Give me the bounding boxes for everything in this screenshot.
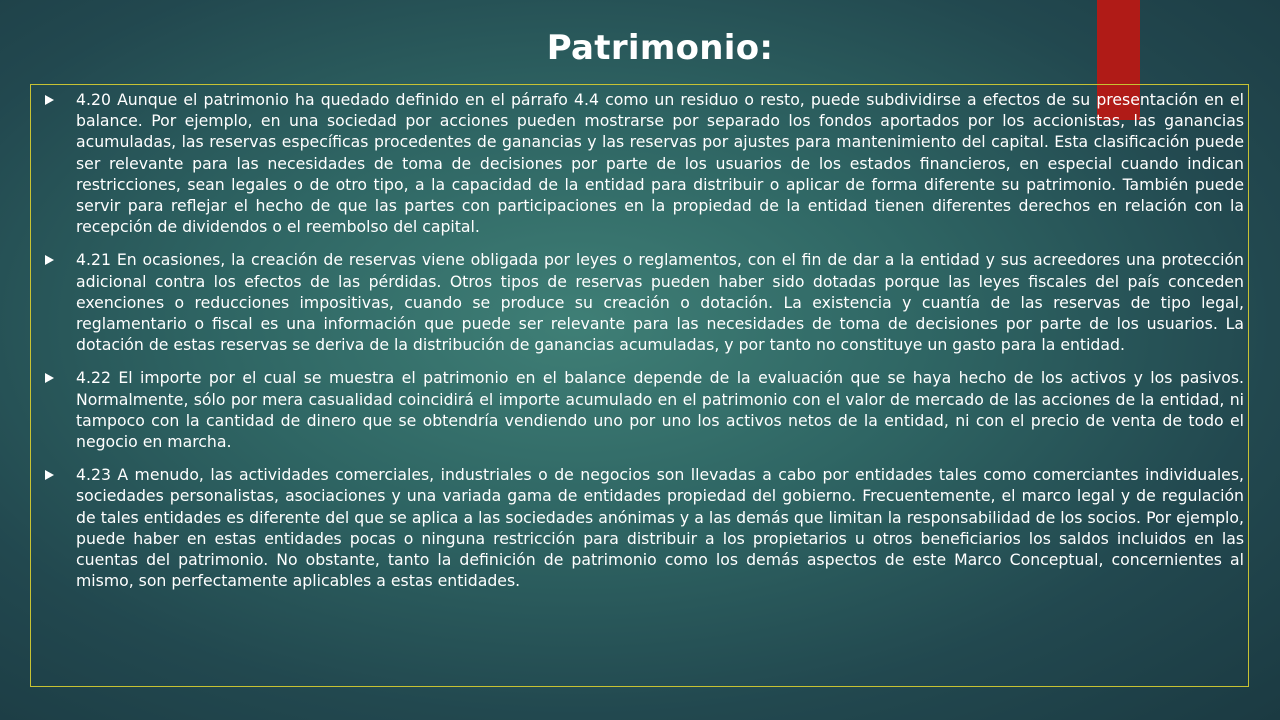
bullet-item-4-21 [44,249,1244,355]
arrow-icon [45,373,54,383]
arrow-icon [45,255,54,265]
arrow-icon [45,95,54,105]
bullet-text: 4.23 A menudo, las actividades comerciales, industriales o de negocios son llevadas a cabo por entidades tales como comerciantes individuales, sociedades personalistas, asociaciones y una variada gama de entidades propiedad del gobierno. Frecuentemente, el marco legal y de regulación de tales entidades es diferente del que se aplica a las sociedades anónimas y a las demás que limitan la responsabilidad de los socios. Por ejemplo, puede haber en estas entidades pocas o ninguna restricción para distribuir a los propietarios u otros beneficiarios los saldos incluidos en las cuentas del patrimonio. No obstante, tanto la definición de patrimonio como los demás aspectos de este Marco Conceptual, concernientes al mismo, son perfectamente aplicables a estas entidades. [76,465,1244,591]
bullet-text: 4.21 En ocasiones, la creación de reservas viene obligada por leyes o reglamentos, con el fin de dar a la entidad y sus acreedores una protección adicional contra los efectos de las pérdidas. Otros tipos de reservas pueden haber sido dotadas porque las leyes fiscales del país conceden exenciones o reducciones impositivas, cuando se produce su creación o dotación. La existencia y cuantía de las reservas de tipo legal, reglamentario o fiscal es una información que puede ser relevante para las necesidades de toma de decisiones por parte de los usuarios. La dotación de estas reservas se deriva de la distribución de ganancias acumuladas, y por tanto no constituye un gasto para la entidad. [76,250,1244,355]
slide-title: Patrimonio: [546,28,774,68]
bullet-item-4-23 [44,464,1244,591]
bullet-text: 4.22 El importe por el cual se muestra el patrimonio en el balance depende de la evaluación que se haya hecho de los activos y los pasivos. Normalmente, sólo por mera casualidad coincidirá el importe acumulado en el patrimonio con el valor de mercado de las acciones de la entidad, ni tampoco con la cantidad de dinero que se obtendría vendiendo uno por uno los activos netos de la entidad, ni con el precio de venta de todo el negocio en marcha. [76,368,1244,452]
bullet-item-4-22 [44,367,1244,452]
bullet-list [44,89,1244,603]
bullet-item-4-20 [44,89,1244,237]
arrow-icon [45,470,54,480]
bullet-text: 4.20 Aunque el patrimonio ha quedado definido en el párrafo 4.4 como un residuo o resto, puede subdividirse a efectos de su presentación en el balance. Por ejemplo, en una sociedad por acciones pueden mostrarse por separado los fondos aportados por los accionistas, las ganancias acumuladas, las reservas específicas procedentes de ganancias y las reservas por ajustes para mantenimiento del capital. Esta clasificación puede ser relevante para las necesidades de toma de decisiones por parte de los usuarios de los estados financieros, en especial cuando indican restricciones, sean legales o de otro tipo, a la capacidad de la entidad para distribuir o aplicar de forma diferente su patrimonio. También puede servir para reflejar el hecho de que las partes con participaciones en la propiedad de la entidad tienen diferentes derechos en relación con la recepción de dividendos o el reembolso del capital. [76,90,1244,237]
